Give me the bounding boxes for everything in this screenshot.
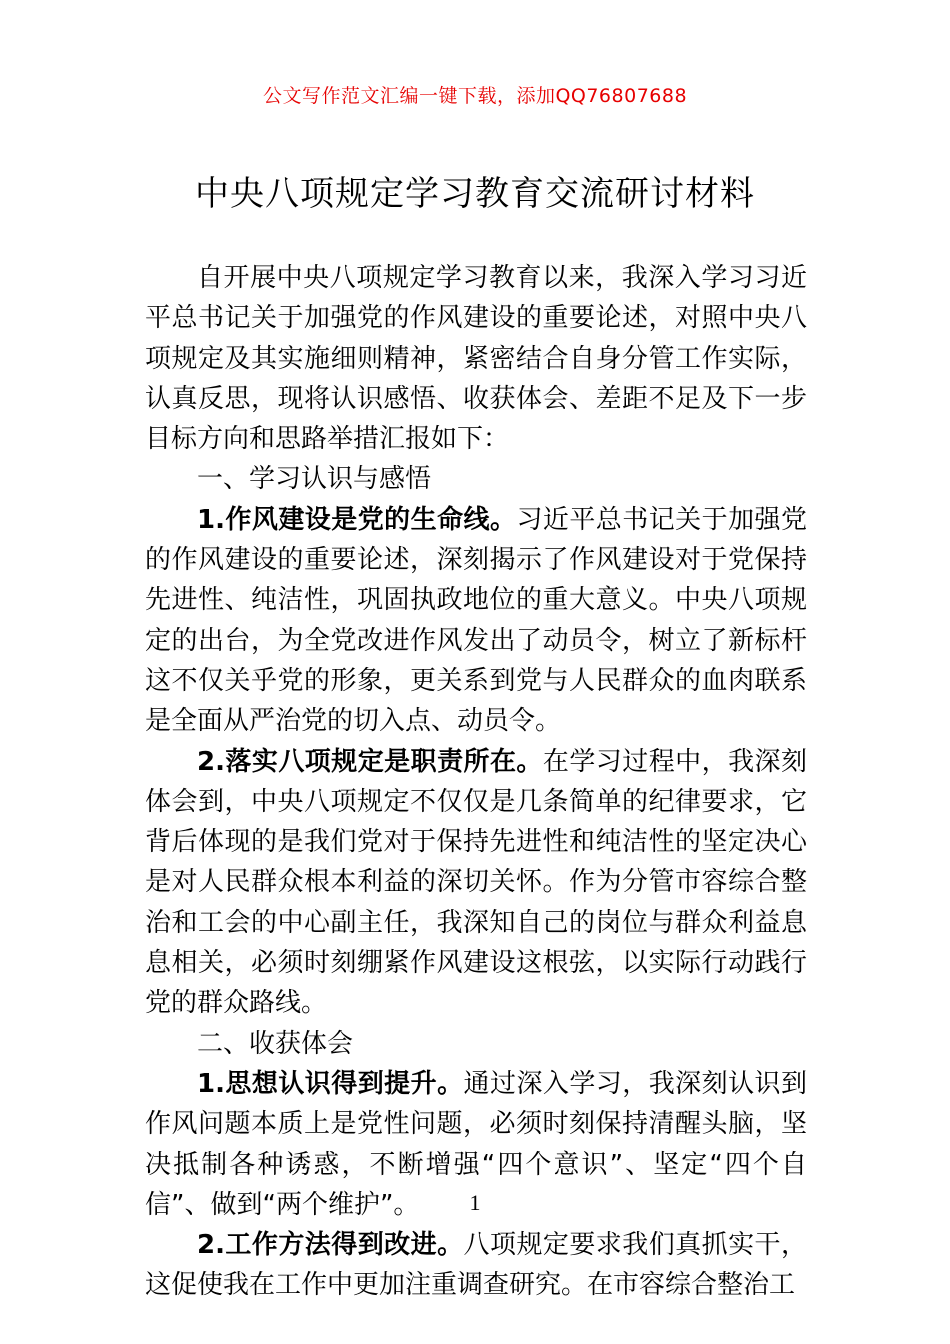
point-lead: 2.工作方法得到改进。 bbox=[197, 1230, 464, 1261]
point-text: 通过深入学习，我深刻认识到作风问题本质上是党性问题，必须时刻保持清醒头脑，坚决抵制各种诱惑，不断增强“四个意识”、坚定“四个自信”、做到“两个维护”。 bbox=[145, 1068, 807, 1220]
point-text: 八项规定要求我们真抓实干，这促使我在工作中更加注重调查研究。在市容综合整治工 bbox=[145, 1230, 807, 1301]
intro-paragraph: 自开展中央八项规定学习教育以来，我深入学习习近平总书记关于加强党的作风建设的重要论述，对照中央八项规定及其实施细则精神，紧密结合自身分管工作实际，认真反思，现将认识感悟、收获体会、差距不足及下一步目标方向和思路举措汇报如下： bbox=[145, 263, 807, 455]
point-lead: 1.作风建设是党的生命线。 bbox=[197, 504, 517, 535]
point-lead: 1.思想认识得到提升。 bbox=[197, 1068, 464, 1099]
document-title: 中央八项规定学习教育交流研讨材料 bbox=[195, 174, 755, 214]
point-text: 习近平总书记关于加强党的作风建设的重要论述，深刻揭示了作风建设对于党保持先进性、纯洁性，巩固执政地位的重大意义。中央八项规定的出台，为全党改进作风发出了动员令，树立了新标杆这不仅关乎党的形象，更关系到党与人民群众的血肉联系是全面从严治党的切入点、动员令。 bbox=[145, 504, 807, 737]
page-number: 1 bbox=[469, 1190, 481, 1215]
watermark-banner: 公文写作范文汇编一键下载，添加QQ76807688 bbox=[262, 85, 688, 107]
section-1-point-1 bbox=[145, 500, 807, 742]
section-1-point-2 bbox=[145, 742, 807, 1024]
point-text: 在学习过程中，我深刻体会到，中央八项规定不仅仅是几条简单的纪律要求，它背后体现的是我们党对于保持先进性和纯洁性的坚定决心是对人民群众根本利益的深切关怀。作为分管市容综合整治和工会的中心副主任，我深知自己的岗位与群众利益息息相关，必须时刻绷紧作风建设这根弦，以实际行动践行党的群众路线。 bbox=[145, 746, 807, 1019]
section-2-point-2 bbox=[145, 1225, 807, 1306]
section-heading-2: 二、收获体会 bbox=[197, 1028, 354, 1059]
section-heading-1: 一、学习认识与感悟 bbox=[197, 464, 432, 495]
document-body bbox=[145, 258, 807, 1306]
point-lead: 2.落实八项规定是职责所在。 bbox=[197, 746, 543, 777]
